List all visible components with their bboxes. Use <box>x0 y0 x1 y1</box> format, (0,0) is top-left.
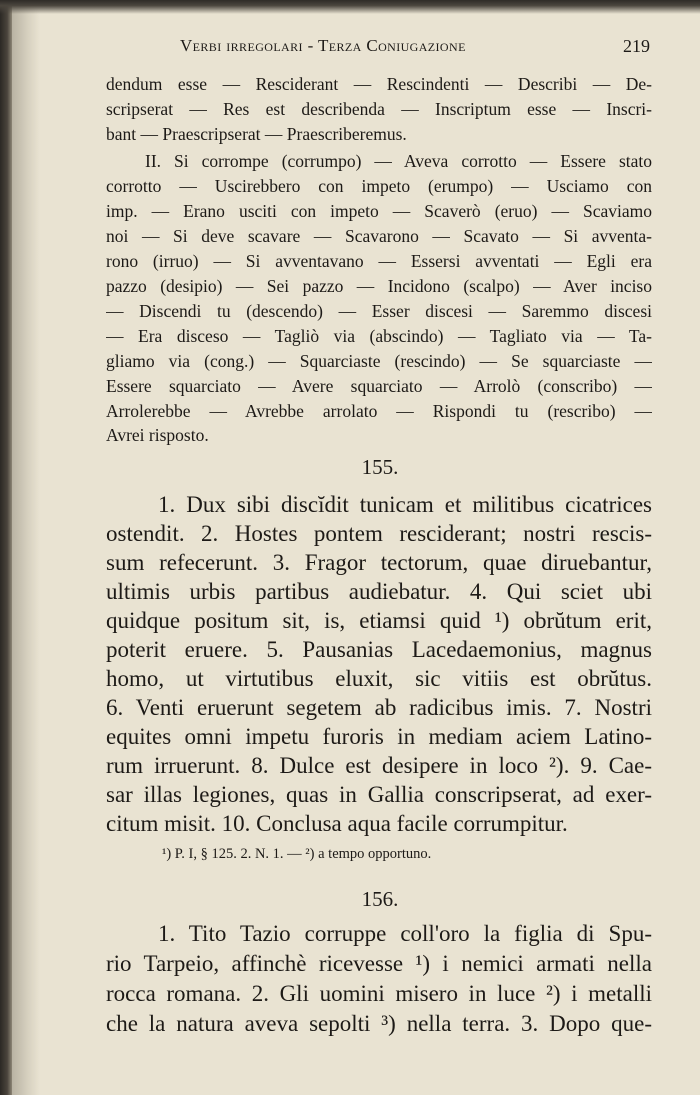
book-spine <box>0 0 12 1095</box>
section-number-155: 155. <box>361 455 399 479</box>
text-line: rocca romana. 2. Gli uomini misero in luce ²) i metalli <box>106 981 652 1006</box>
text-line: bant — Praescripserat — Praescriberemus. <box>106 124 407 144</box>
text-line: scripserat — Res est describenda — Inscriptum esse — Inscri- <box>106 99 652 119</box>
section-number-156: 156. <box>361 887 399 911</box>
running-header-title: Verbi irregolari - Terza Coniugazione <box>180 36 466 55</box>
text-line: rum irruerunt. 8. Dulce est desipere in loco ²). 9. Cae- <box>106 753 652 778</box>
text-line: II. Si corrompe (corrumpo) — Aveva corrotto — Essere stato <box>145 151 652 171</box>
text-line: — Era disceso — Tagliò via (abscindo) — Tagliato via — Ta- <box>106 326 652 346</box>
text-line: gliamo via (cong.) — Squarciaste (rescindo) — Se squarciaste — <box>106 351 652 371</box>
text-line: 1. Dux sibi discĭdit tunicam et militibus cicatrices <box>158 492 652 517</box>
text-line: Avrei risposto. <box>106 425 209 445</box>
page-top-shadow <box>0 0 700 14</box>
text-line: citum misit. 10. Conclusa aqua facile corrumpitur. <box>106 811 568 836</box>
text-line: sar illas legiones, quas in Gallia conscripserat, ad exer- <box>106 782 652 807</box>
text-line: Essere squarciato — Avere squarciato — Arrolò (conscribo) — <box>106 376 652 396</box>
text-line: imp. — Erano usciti con impeto — Scaverò (eruo) — Scaviamo <box>106 201 652 221</box>
text-line: poterit eruere. 5. Pausanias Lacedaemonius, magnus <box>106 637 652 662</box>
text-line: ultimis urbis partibus audiebatur. 4. Qui sciet ubi <box>106 579 652 604</box>
text-line: pazzo (desipio) — Sei pazzo — Incidono (scalpo) — Aver inciso <box>106 276 652 296</box>
text-line: corrotto — Uscirebbero con impeto (erumpo) — Usciamo con <box>106 176 652 196</box>
page-number: 219 <box>623 36 650 56</box>
text-line: quidque positum sit, is, etiamsi quid ¹) obrŭtum erit, <box>106 608 652 633</box>
text-line: noi — Si deve scavare — Scavarono — Scavato — Si avventa- <box>106 226 652 246</box>
text-line: ostendit. 2. Hostes pontem resciderant; nostri rescis- <box>106 521 652 546</box>
text-line: — Discendi tu (descendo) — Esser discesi — Saremmo discesi <box>106 301 652 321</box>
footnote: ¹) P. I, § 125. 2. N. 1. — ²) a tempo opportuno. <box>162 846 432 862</box>
text-line: che la natura aveva sepolti ³) nella terra. 3. Dopo que- <box>106 1011 652 1036</box>
text-line: Arrolerebbe — Avrebbe arrolato — Rispondi tu (rescribo) — <box>106 401 652 421</box>
text-line: rono (irruo) — Si avventavano — Essersi avventati — Egli era <box>106 251 652 271</box>
text-line: 6. Venti eruerunt segetem ab radicibus imis. 7. Nostri <box>106 695 652 720</box>
text-line: 1. Tito Tazio corruppe coll'oro la figlia di Spu- <box>158 921 652 946</box>
text-line: homo, ut virtutibus eluxit, sic vitiis est obrŭtus. <box>106 666 652 691</box>
text-line: dendum esse — Resciderant — Rescindenti — Describi — De- <box>106 74 652 94</box>
page-gutter-shadow <box>12 0 40 1095</box>
text-line: rio Tarpeio, affinchè ricevesse ¹) i nemici armati nella <box>106 951 652 976</box>
running-header <box>180 36 650 62</box>
text-line: sum refecerunt. 3. Fragor tectorum, quae diruebantur, <box>106 550 652 575</box>
text-line: equites omni impetu furoris in mediam aciem Latino- <box>106 724 652 749</box>
